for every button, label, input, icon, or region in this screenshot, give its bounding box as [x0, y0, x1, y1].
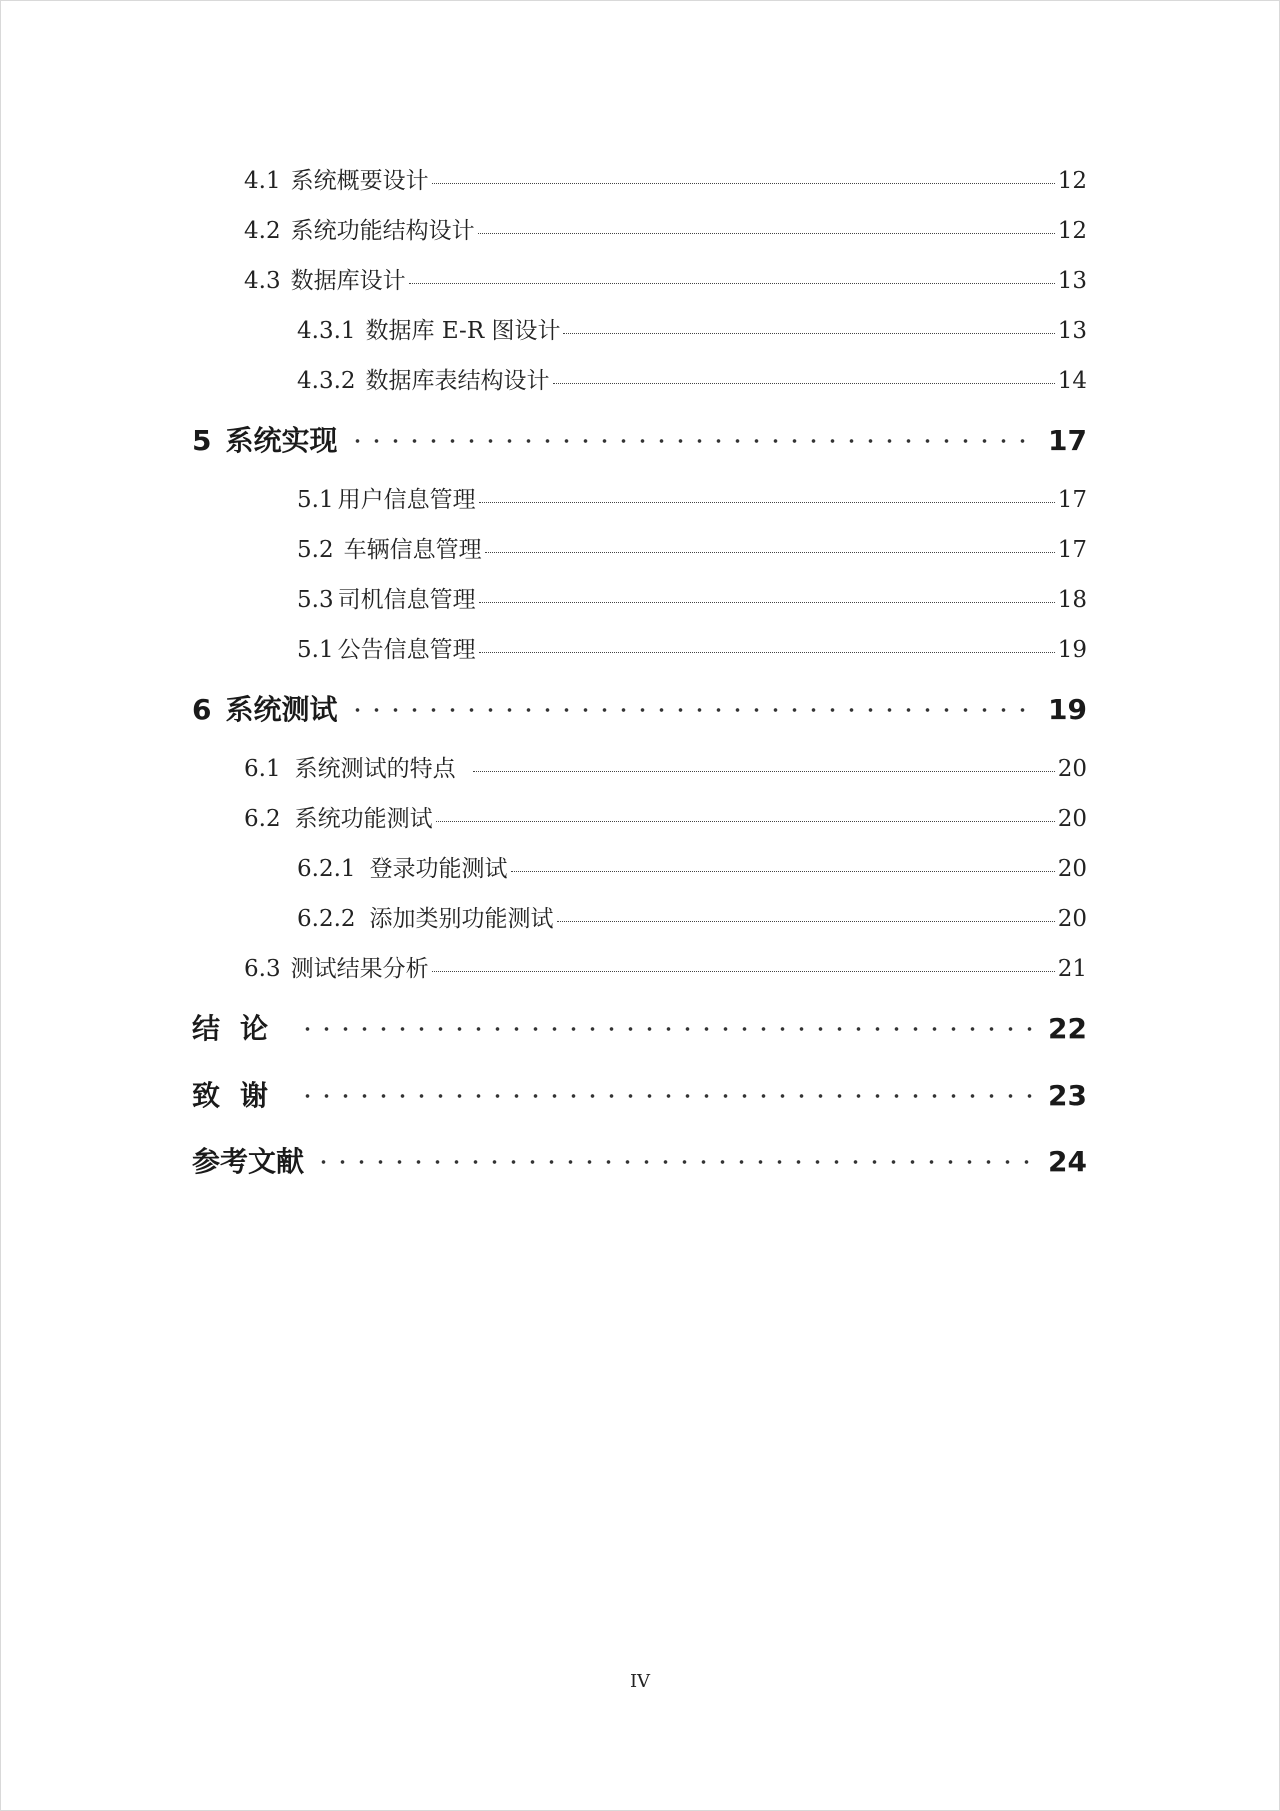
toc-entry-title: 用户信息管理 [337, 487, 476, 513]
toc-chapter-title: 致谢 [192, 1079, 289, 1112]
toc-entry-title: 登录功能测试 [369, 856, 508, 882]
toc-entry-number: 4.2 [244, 218, 281, 244]
toc-entry-6-2-1[interactable] [297, 854, 1087, 884]
toc-chapter-references[interactable] [192, 1144, 1087, 1180]
toc-entry-4-3-1[interactable] [297, 316, 1087, 346]
toc-dot-leader [298, 1093, 1034, 1099]
toc-entry-4-2[interactable] [244, 216, 1087, 246]
toc-entry-number: 6.2.2 [297, 906, 356, 932]
toc-entry-title: 数据库设计 [290, 268, 406, 294]
toc-entry-page: 20 [1057, 756, 1087, 782]
toc-dot-leader [436, 821, 1055, 822]
toc-entry-number: 4.3.1 [297, 318, 356, 344]
toc-entry-title: 测试结果分析 [290, 956, 429, 982]
toc-entry-page: 20 [1057, 856, 1087, 882]
toc-dot-leader [348, 707, 1035, 713]
toc-chapter-number: 5 [192, 424, 212, 457]
toc-entry-number: 5.1 [297, 487, 334, 513]
toc-entry-title: 系统概要设计 [290, 168, 429, 194]
toc-entry-number: 4.1 [244, 168, 281, 194]
toc-entry-number: 4.3 [244, 268, 281, 294]
toc-entry-number: 5.1 [297, 637, 334, 663]
toc-entry-number: 6.3 [244, 956, 281, 982]
toc-dot-leader [314, 1159, 1034, 1165]
toc-chapter-6[interactable] [192, 692, 1087, 728]
toc-dot-leader [485, 552, 1055, 553]
toc-entry-page: 17 [1057, 487, 1087, 513]
toc-chapter-5[interactable] [192, 423, 1087, 459]
toc-entry-4-3[interactable] [244, 266, 1087, 296]
toc-entry-page: 20 [1057, 906, 1087, 932]
toc-chapter-title: 参考文献 [192, 1145, 305, 1178]
toc-entry-page: 13 [1057, 318, 1087, 344]
toc-dot-leader [432, 183, 1055, 184]
toc-entry-5-2[interactable] [297, 535, 1087, 565]
toc-entry-number: 6.2 [244, 806, 281, 832]
toc-entry-title: 数据库表结构设计 [365, 368, 550, 394]
toc-entry-4-3-2[interactable] [297, 366, 1087, 396]
toc-entry-6-2[interactable] [244, 804, 1087, 834]
toc-entry-6-3[interactable] [244, 954, 1087, 984]
toc-entry-page: 21 [1057, 956, 1087, 982]
toc-entry-6-1[interactable] [244, 754, 1087, 784]
toc-entry-number: 4.3.2 [297, 368, 356, 394]
toc-dot-leader [473, 771, 1055, 772]
toc-entry-5-4[interactable] [297, 635, 1087, 665]
toc-entry-number: 5.2 [297, 537, 334, 563]
toc-chapter-title: 结论 [192, 1012, 289, 1045]
toc-entry-5-1[interactable] [297, 485, 1087, 515]
toc-entry-title: 数据库 E-R 图设计 [365, 318, 561, 344]
toc-entry-page: 14 [1057, 368, 1087, 394]
toc-entry-title: 车辆信息管理 [343, 537, 482, 563]
toc-entry-title: 添加类别功能测试 [369, 906, 554, 932]
toc-entry-5-3[interactable] [297, 585, 1087, 615]
toc-entry-page: 20 [1057, 806, 1087, 832]
toc-chapter-page: 24 [1048, 1145, 1087, 1178]
toc-dot-leader [557, 921, 1055, 922]
toc-chapter-page: 23 [1048, 1079, 1087, 1112]
toc-chapter-title: 系统实现 [225, 424, 338, 457]
toc-dot-leader [479, 502, 1055, 503]
toc-entry-page: 12 [1057, 168, 1087, 194]
toc-chapter-page: 22 [1048, 1012, 1087, 1045]
toc-entry-page: 13 [1057, 268, 1087, 294]
toc-entry-4-1[interactable] [244, 166, 1087, 196]
toc-dot-leader [511, 871, 1055, 872]
page-number: IV [629, 1671, 651, 1692]
toc-chapter-conclusion[interactable] [192, 1011, 1087, 1047]
toc-dot-leader [478, 233, 1055, 234]
toc-entry-title: 系统测试的特点 [294, 756, 456, 782]
toc-entry-title: 司机信息管理 [337, 587, 476, 613]
toc-dot-leader [553, 383, 1055, 384]
toc-dot-leader [409, 283, 1055, 284]
toc-entry-title: 系统功能结构设计 [290, 218, 475, 244]
toc-entry-6-2-2[interactable] [297, 904, 1087, 934]
toc-entry-number: 5.3 [297, 587, 334, 613]
toc-dot-leader [479, 602, 1055, 603]
toc-chapter-page: 17 [1048, 424, 1087, 457]
toc-dot-leader [479, 652, 1055, 653]
toc-chapter-acknowledgements[interactable] [192, 1078, 1087, 1114]
toc-entry-number: 6.1 [244, 756, 281, 782]
toc-chapter-number: 6 [192, 693, 212, 726]
toc-entry-page: 19 [1057, 637, 1087, 663]
toc-entry-page: 17 [1057, 537, 1087, 563]
toc-entry-page: 18 [1057, 587, 1087, 613]
toc-chapter-title: 系统测试 [225, 693, 338, 726]
toc-entry-number: 6.2.1 [297, 856, 356, 882]
toc-dot-leader [432, 971, 1055, 972]
toc-dot-leader [563, 333, 1054, 334]
toc-dot-leader [298, 1026, 1034, 1032]
toc-entry-title: 系统功能测试 [294, 806, 433, 832]
toc-entry-title: 公告信息管理 [337, 637, 476, 663]
toc-chapter-page: 19 [1048, 693, 1087, 726]
toc-dot-leader [348, 438, 1035, 444]
toc-entry-page: 12 [1057, 218, 1087, 244]
